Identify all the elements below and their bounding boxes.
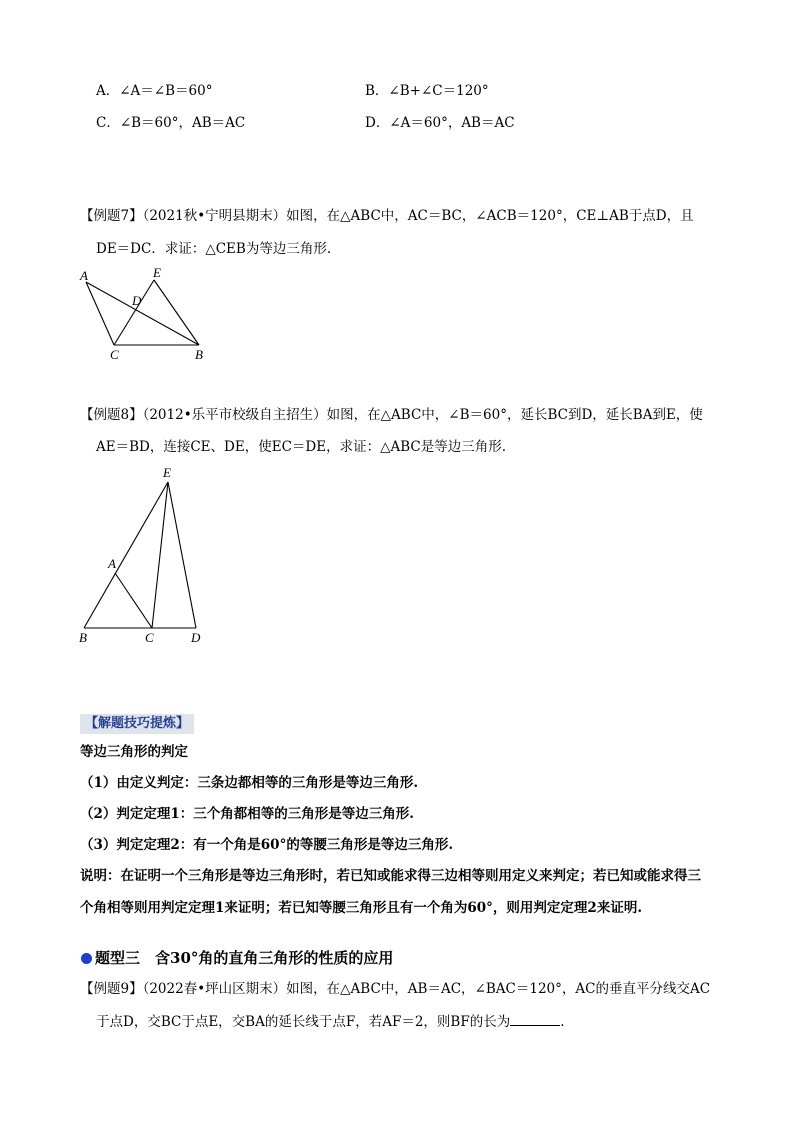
tips-item-1: （1）由定义判定：三条边都相等的三角形是等边三角形. (80, 775, 419, 791)
label-e: E (163, 465, 171, 480)
option-d: D．∠A＝60°，AB＝AC (365, 115, 515, 131)
label-e: E (153, 265, 161, 280)
tips-item-3: （3）判定定理2：有一个角是60°的等腰三角形是等边三角形. (80, 837, 454, 853)
example9-line2-end: . (560, 1014, 565, 1030)
segment-ce (152, 482, 168, 628)
example7-figure (72, 262, 222, 367)
label-a: A (80, 268, 88, 283)
section3-title: 题型三 含30°角的直角三角形的性质的应用 (95, 949, 394, 967)
label-b: B (79, 630, 87, 645)
option-b: B．∠B+∠C＝120° (365, 83, 489, 99)
tips-note-line2: 个角相等则用判定定理1来证明；若已知等腰三角形且有一个角为60°，则用判定定理2来证明. (80, 900, 643, 916)
segment-eb (154, 280, 199, 345)
example8-line2: AE＝BD，连接CE、DE，使EC＝DE，求证：△ABC是等边三角形. (96, 439, 506, 455)
example7-line2: DE＝DC．求证：△CEB为等边三角形. (96, 241, 332, 257)
label-c: C (145, 630, 154, 645)
segment-be (84, 482, 168, 628)
segment-ab (86, 282, 199, 345)
segment-ac (86, 282, 114, 345)
example9-line1: 【例题9】（2022春•坪山区期末）如图，在△ABC中，AB＝AC，∠BAC＝120°，AC的垂直平分线交AC (80, 981, 711, 997)
section-bullet-icon (81, 953, 92, 964)
label-a: A (108, 556, 116, 571)
example9-line2 (96, 1013, 565, 1031)
option-c: C．∠B＝60°，AB＝AC (96, 115, 246, 131)
label-d: D (132, 293, 142, 308)
label-c: C (110, 347, 119, 362)
example8-line1: 【例题8】（2012•乐平市校级自主招生）如图，在△ABC中，∠B＝60°，延长BC到D，延长BA到E，使 (80, 407, 703, 423)
label-d: D (191, 630, 201, 645)
tips-header: 【解题技巧提炼】 (80, 714, 194, 734)
segment-ed (168, 482, 196, 628)
example9-line2-text: 于点D，交BC于点E，交BA的延长线于点F，若AF＝2，则BF的长为 (96, 1014, 511, 1030)
answer-blank[interactable] (510, 1013, 560, 1026)
option-a: A．∠A＝∠B＝60° (96, 83, 213, 99)
tips-item-2: （2）判定定理1：三个角都相等的三角形是等边三角形. (80, 806, 414, 822)
example7-line1: 【例题7】（2021秋•宁明县期末）如图，在△ABC中，AC＝BC，∠ACB＝120°，CE⊥AB于点D，且 (80, 208, 694, 224)
tips-note-line1: 说明：在证明一个三角形是等边三角形时，若已知或能求得三边相等则用定义来判定；若已知或能求得三 (80, 868, 701, 884)
tips-title: 等边三角形的判定 (80, 744, 188, 760)
example8-figure (72, 460, 212, 650)
segment-ce (114, 280, 154, 345)
segment-ac (115, 573, 152, 628)
label-b: B (195, 347, 203, 362)
